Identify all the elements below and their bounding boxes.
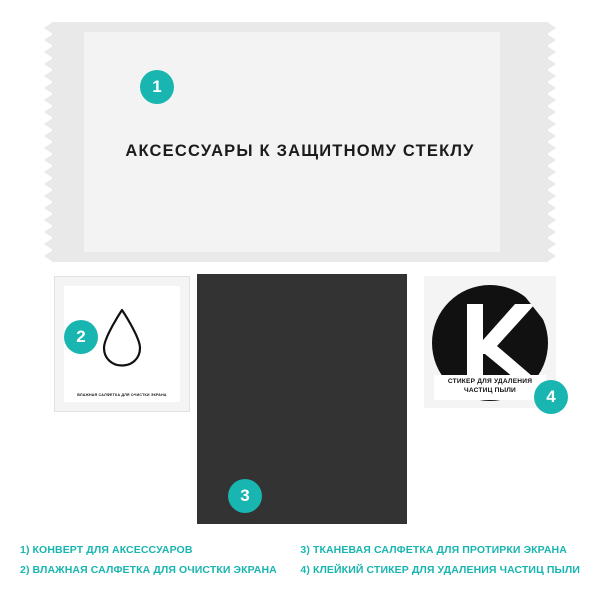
envelope-illustration bbox=[44, 22, 556, 262]
callout-badge-3: 3 bbox=[228, 479, 262, 513]
sticker-label-line-1: СТИКЕР ДЛЯ УДАЛЕНИЯ bbox=[447, 378, 533, 386]
legend-item: 3) ТКАНЕВАЯ САЛФЕТКА ДЛЯ ПРОТИРКИ ЭКРАНА bbox=[300, 544, 567, 556]
legend-column-right bbox=[292, 540, 580, 580]
sticker-label bbox=[434, 375, 546, 400]
callout-badge-2: 2 bbox=[64, 320, 98, 354]
sticker-label-line-2: ЧАСТИЦ ПЫЛИ bbox=[463, 387, 516, 395]
legend-column-left bbox=[20, 540, 292, 580]
water-drop-icon bbox=[98, 307, 146, 369]
callout-badge-4: 4 bbox=[534, 380, 568, 414]
wet-wipe-caption: ВЛАЖНАЯ САЛФЕТКА ДЛЯ ОЧИСТКИ ЭКРАНА bbox=[77, 393, 167, 397]
cloth-zigzag-outline bbox=[197, 274, 407, 524]
legend-item: 1) КОНВЕРТ ДЛЯ АКСЕССУАРОВ bbox=[20, 544, 193, 556]
legend-item: 2) ВЛАЖНАЯ САЛФЕТКА ДЛЯ ОЧИСТКИ ЭКРАНА bbox=[20, 564, 277, 576]
microfiber-cloth bbox=[197, 274, 407, 524]
legend-item: 4) КЛЕЙКИЙ СТИКЕР ДЛЯ УДАЛЕНИЯ ЧАСТИЦ ПЫЛИ bbox=[300, 564, 580, 576]
legend bbox=[20, 540, 580, 580]
envelope-title: АКСЕССУАРЫ К ЗАЩИТНОМУ СТЕКЛУ bbox=[125, 142, 475, 160]
callout-badge-1: 1 bbox=[140, 70, 174, 104]
